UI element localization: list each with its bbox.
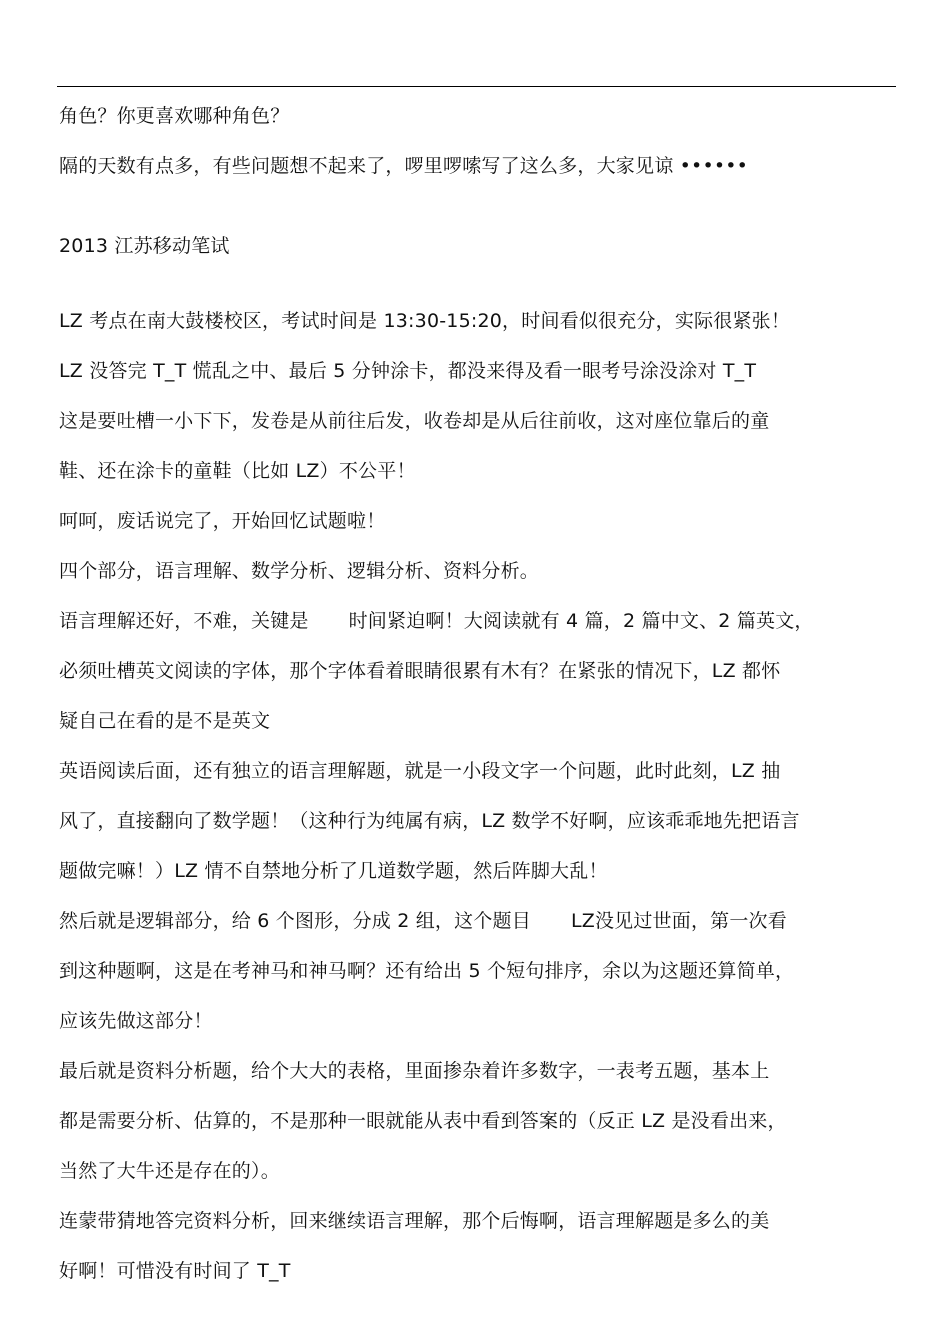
header-rule [57,86,896,87]
text-fragment: 然后就是逻辑部分，给 6 个图形，分成 2 组，这个题目 [59,910,531,932]
text-fragment: LZ没见过世面，第一次看 [570,910,787,932]
paragraph-line: 当然了大牛还是存在的）。 [59,1160,280,1182]
paragraph-line: 到这种题啊，这是在考神马和神马啊？还有给出 5 个短句排序，余以为这题还算简单， [59,960,795,982]
paragraph-line: 题做完嘛！）LZ 情不自禁地分析了几道数学题，然后阵脚大乱！ [59,860,608,882]
paragraph-line: 风了，直接翻向了数学题！（这种行为纯属有病，LZ 数学不好啊，应该乖乖地先把语言 [59,810,800,832]
paragraph-line: 隔的天数有点多，有些问题想不起来了，啰里啰嗦写了这么多，大家见谅 •••••• [59,155,749,177]
paragraph-line: 呵呵，废话说完了，开始回忆试题啦！ [59,510,386,532]
paragraph-line: LZ 考点在南大鼓楼校区，考试时间是 13:30-15:20，时间看似很充分，实际很紧张！ [59,310,791,332]
paragraph-line: 鞋、还在涂卡的童鞋（比如 LZ）不公平！ [59,460,416,482]
paragraph-line: 都是需要分析、估算的，不是那种一眼就能从表中看到答案的（反正 LZ 是没看出来， [59,1110,787,1132]
text-fragment: 语言理解还好，不难，关键是 [59,610,309,632]
paragraph-line: 疑自己在看的是不是英文 [59,710,271,732]
paragraph-line [59,896,895,946]
paragraph-line [59,596,895,646]
paragraph-line: 必须吐槽英文阅读的字体，那个字体看着眼睛很累有木有？在紧张的情况下，LZ 都怀 [59,660,781,682]
paragraph-line: 角色？你更喜欢哪种角色？ [59,105,290,127]
paragraph-line: 这是要吐槽一小下下，发卷是从前往后发，收卷却是从后往前收，这对座位靠后的童 [59,410,770,432]
paragraph-line: 四个部分，语言理解、数学分析、逻辑分析、资料分析。 [59,560,540,582]
text-fragment: 时间紧迫啊！大阅读就有 4 篇，2 篇中文、2 篇英文， [348,610,814,632]
paragraph-line: 好啊！可惜没有时间了 T_T [59,1260,291,1282]
paragraph-line: 连蒙带猜地答完资料分析，回来继续语言理解，那个后悔啊，语言理解题是多么的美 [59,1210,770,1232]
paragraph-line: 应该先做这部分！ [59,1010,213,1032]
section-heading: 2013 江苏移动笔试 [59,235,230,257]
paragraph-line: 最后就是资料分析题，给个大大的表格，里面掺杂着许多数字，一表考五题，基本上 [59,1060,770,1082]
paragraph-line: 英语阅读后面，还有独立的语言理解题，就是一小段文字一个问题，此时此刻，LZ 抽 [59,760,781,782]
paragraph-line: LZ 没答完 T_T 慌乱之中、最后 5 分钟涂卡，都没来得及看一眼考号涂没涂对 T_T [59,360,757,382]
document-body [59,91,895,1296]
